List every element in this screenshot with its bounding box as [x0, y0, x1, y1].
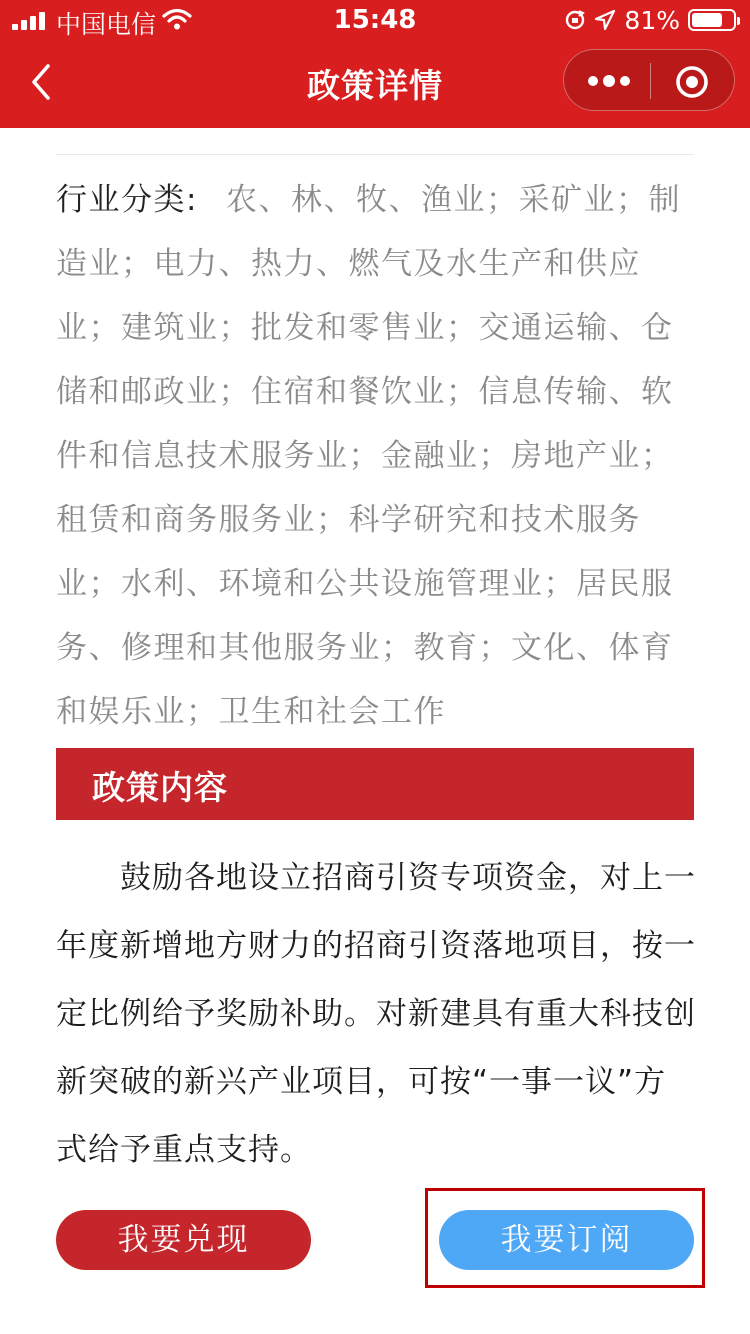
- section-title: 政策内容: [92, 768, 228, 807]
- rotation-lock-icon: [564, 9, 586, 31]
- status-bar: [0, 0, 750, 40]
- nav-bar: [0, 40, 750, 128]
- subscribe-button[interactable]: 我要订阅: [439, 1210, 694, 1270]
- industry-value: 农、林、牧、渔业；采矿业；制造业；电力、热力、燃气及水生产和供应业；建筑业；批发和零售业；交通运输、仓储和邮政业；住宿和餐饮业；信息传输、软件和信息技术服务业；金融业；房地产业；租赁和商务服务业；科学研究和技术服务业；水利、环境和公共设施管理业；居民服务、修理和其他服务业；教育；文化、体育和娱乐业；卫生和社会工作: [56, 182, 681, 730]
- page-content: [0, 128, 750, 1334]
- section-header: [56, 748, 694, 820]
- battery-icon: [688, 9, 736, 31]
- capsule-divider: [650, 63, 651, 99]
- policy-content: 鼓励各地设立招商引资专项资金，对上一年度新增地方财力的招商引资落地项目，按一定比例给予奖励补助。对新建具有重大科技创新突破的新兴产业项目，可按“一事一议”方式给予重点支持。: [56, 860, 696, 1168]
- redeem-button[interactable]: 我要兑现: [56, 1210, 311, 1270]
- industry-category: [56, 168, 702, 744]
- location-icon: [594, 9, 616, 31]
- status-right: [564, 4, 736, 36]
- mini-program-capsule: [563, 49, 735, 111]
- industry-label: 行业分类:: [56, 182, 198, 218]
- top-bar: [0, 0, 750, 128]
- divider: [56, 154, 694, 155]
- page-title: 政策详情: [307, 66, 443, 105]
- more-icon[interactable]: [584, 68, 634, 94]
- carrier-name: 中国电信: [56, 10, 157, 39]
- battery-percent: 81%: [624, 5, 680, 35]
- close-icon[interactable]: [674, 64, 710, 100]
- clock: 15:48: [333, 5, 417, 35]
